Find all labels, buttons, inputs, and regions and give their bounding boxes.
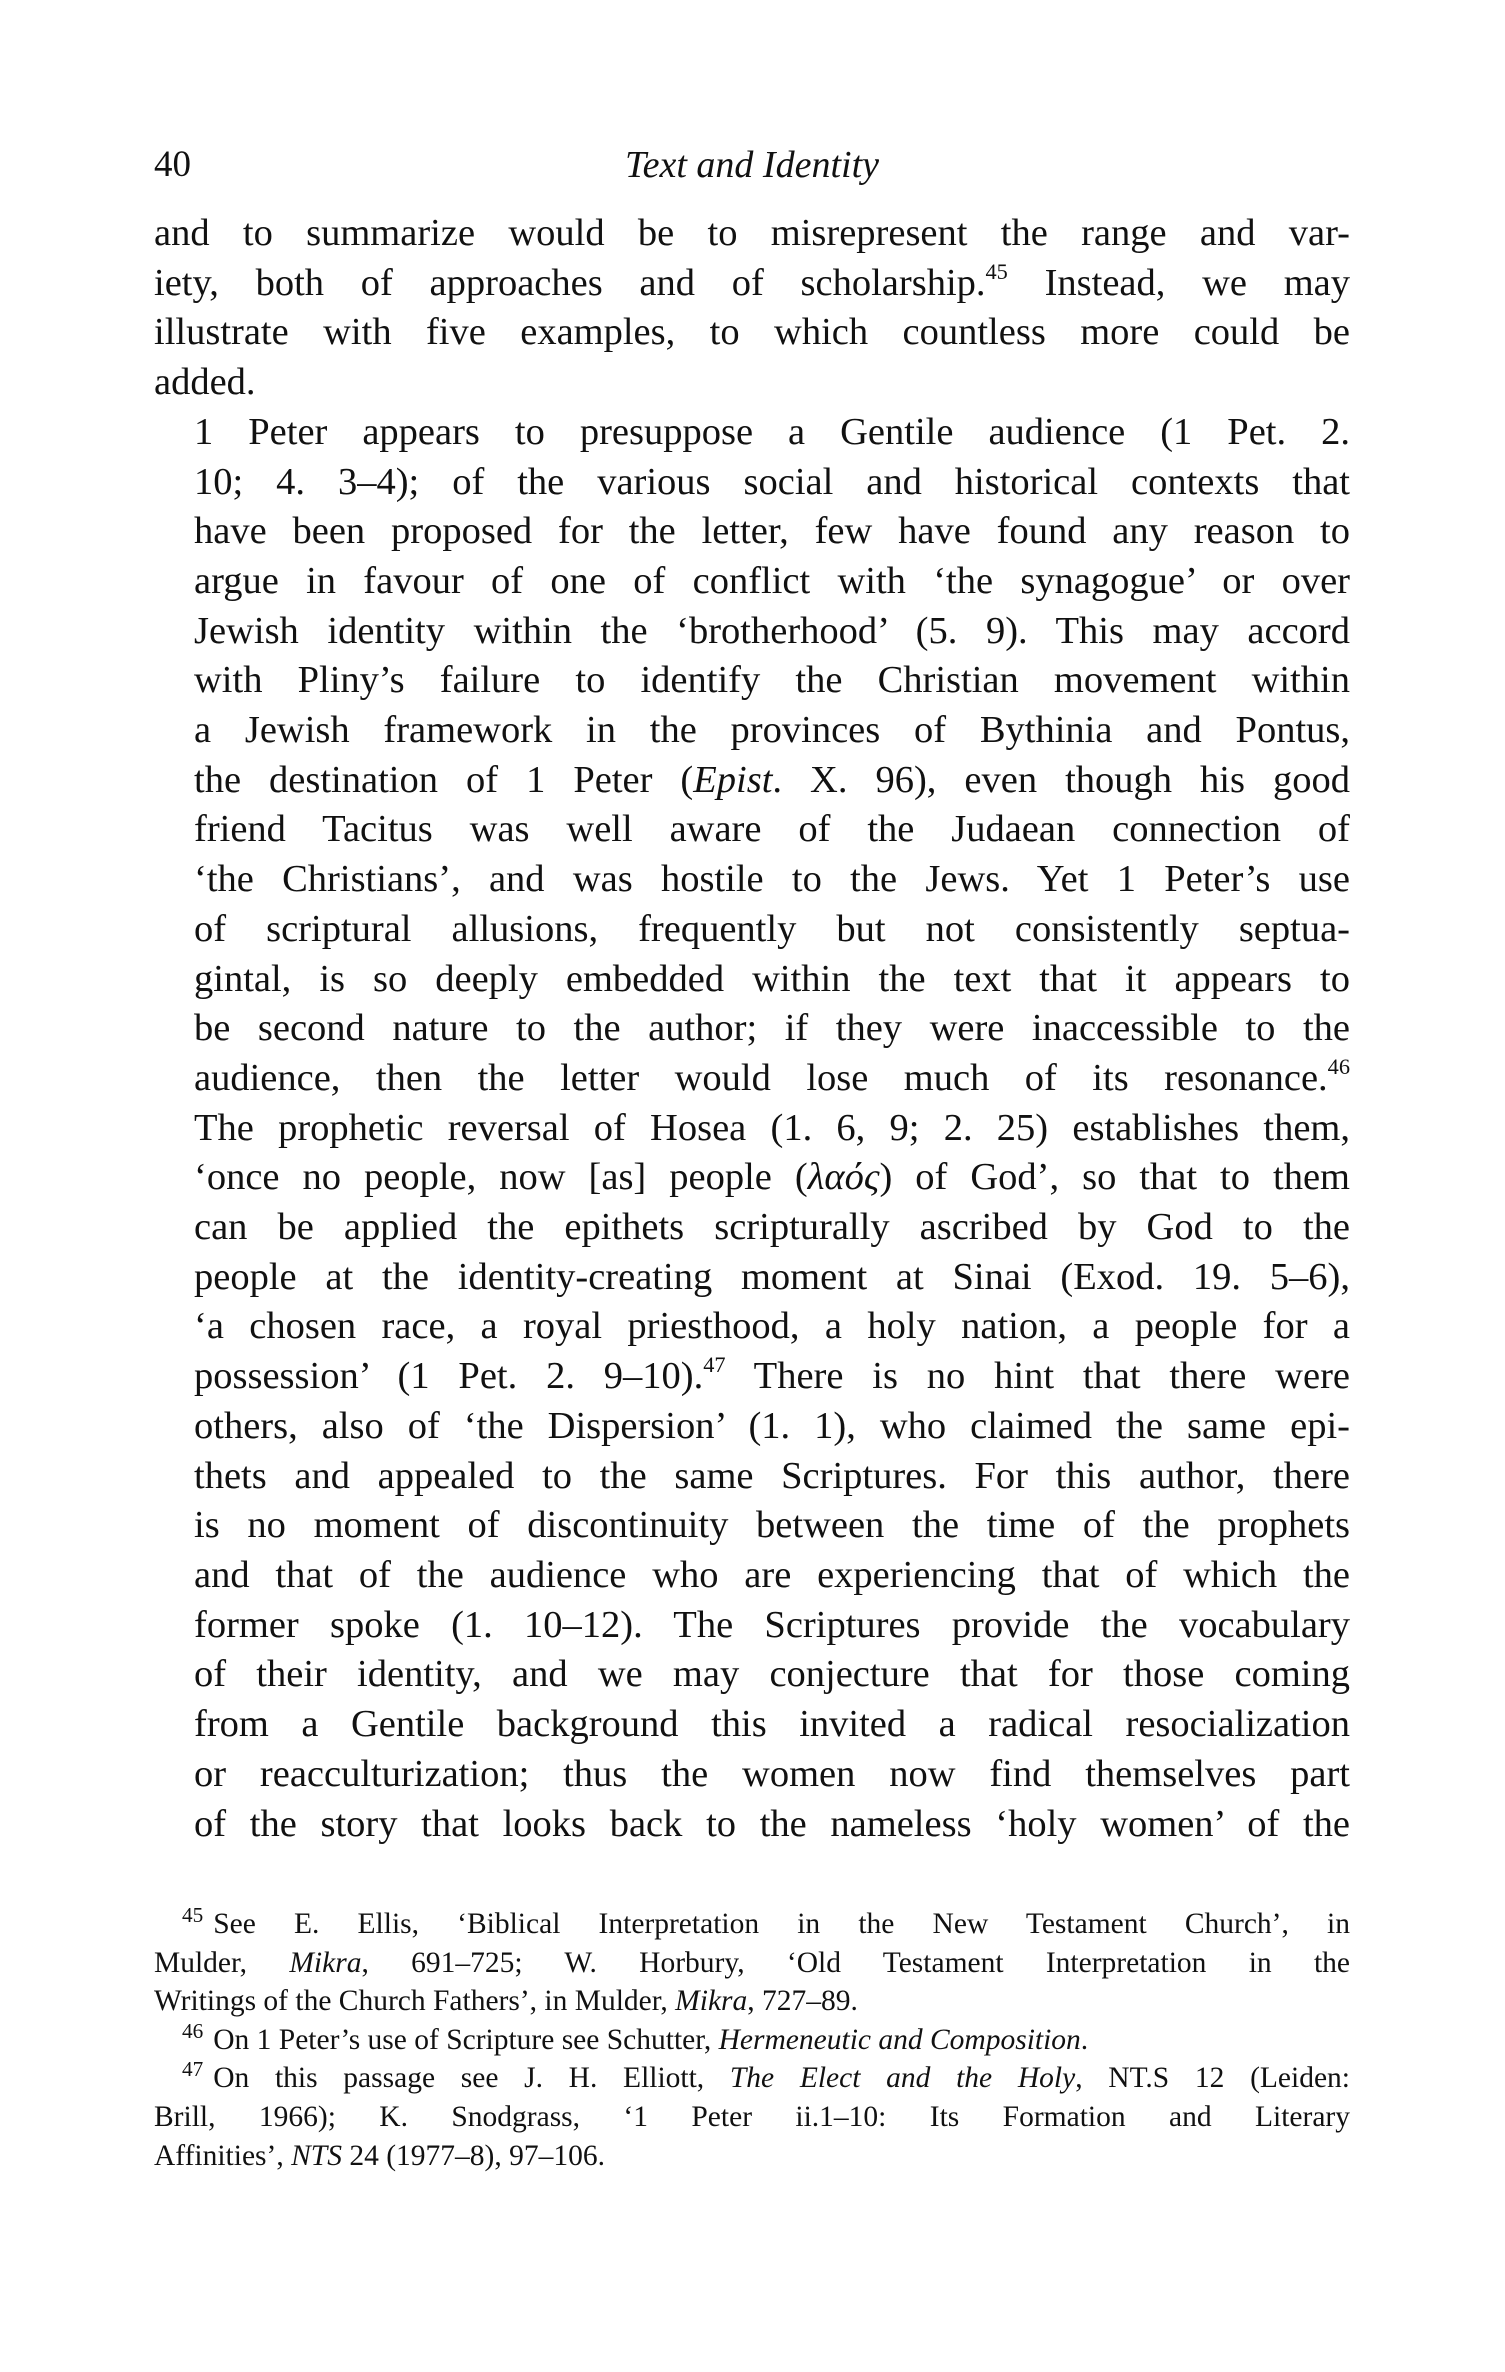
text-line: 10; 4. 3–4); of the various social and historical contexts that bbox=[194, 460, 1350, 503]
text-line: former spoke (1. 10–12). The Scriptures provide the vocabulary bbox=[194, 1603, 1350, 1646]
footnote-ref-47[interactable]: 47 bbox=[703, 1352, 726, 1378]
page-number: 40 bbox=[154, 144, 191, 185]
greek-word: λαός bbox=[807, 1156, 880, 1199]
footnote-line: $^{46}$ On 1 Peter’s use of Scripture see Schutter, Hermeneutic and Composition. bbox=[182, 2018, 1089, 2056]
text-line: added. bbox=[154, 361, 256, 404]
paragraph-continued bbox=[154, 209, 1350, 408]
text-line: can be applied the epithets scripturally ascribed by God to the bbox=[194, 1206, 1350, 1249]
text-line: iety, both of approaches and of scholarship.$^{45}$ Instead, we may bbox=[154, 258, 1350, 304]
text-line: thets and appealed to the same Scriptures. For this author, there bbox=[194, 1454, 1350, 1497]
text-line: and to summarize would be to misrepresent the range and var- bbox=[154, 212, 1350, 254]
footnote-47 bbox=[154, 2059, 1350, 2175]
text-line: of the story that looks back to the nameless ‘holy women’ of the bbox=[194, 1802, 1350, 1845]
text-line: the destination of 1 Peter (Epist. X. 96), even though his good bbox=[194, 758, 1350, 801]
footnote-line: Writings of the Church Fathers’, in Mulder, Mikra, 727–89. bbox=[154, 1985, 858, 2018]
text-line: illustrate with five examples, to which countless more could be bbox=[154, 311, 1350, 354]
page-header bbox=[154, 140, 1350, 190]
footnote-line: Mulder, Mikra, 691–725; W. Horbury, ‘Old Testament Interpretation in the bbox=[154, 1946, 1350, 1979]
text-line: of scriptural allusions, frequently but not consistently septua- bbox=[194, 907, 1350, 950]
footnote-marker: 45 bbox=[182, 1902, 204, 1927]
footnote-45 bbox=[154, 1902, 1350, 2021]
running-title: Text and Identity bbox=[625, 144, 879, 186]
text-line: of their identity, and we may conjecture that for those coming bbox=[194, 1653, 1350, 1696]
text-line: ‘the Christians’, and was hostile to the Jews. Yet 1 Peter’s use bbox=[194, 858, 1350, 901]
text-line: be second nature to the author; if they were inaccessible to the bbox=[194, 1007, 1350, 1050]
footnote-line: Affinities’, NTS 24 (1977–8), 97–106. bbox=[154, 2139, 605, 2172]
footnote-ref-45[interactable]: 45 bbox=[985, 258, 1008, 284]
paragraph-1-peter bbox=[154, 408, 1350, 1849]
text-line: friend Tacitus was well aware of the Judaean connection of bbox=[194, 808, 1350, 851]
citation-epist: Epist bbox=[693, 758, 773, 801]
footnote-marker: 46 bbox=[182, 2018, 204, 2043]
text-line: 1 Peter appears to presuppose a Gentile audience (1 Pet. 2. bbox=[194, 410, 1350, 453]
footnote-ref-46[interactable]: 46 bbox=[1327, 1053, 1350, 1079]
text-line: Jewish identity within the ‘brotherhood’ (5. 9). This may accord bbox=[194, 609, 1350, 652]
text-line: have been proposed for the letter, few have found any reason to bbox=[194, 510, 1350, 553]
text-line: ‘once no people, now [as] people (λαός) of God’, so that to them bbox=[194, 1156, 1350, 1199]
footnote-marker: 47 bbox=[182, 2057, 204, 2082]
text-line: audience, then the letter would lose much of its resonance.$^{46}$ bbox=[194, 1053, 1350, 1099]
footnote-line: Brill, 1966); K. Snodgrass, ‘1 Peter ii.1–10: Its Formation and Literary bbox=[154, 2100, 1350, 2133]
text-line: argue in favour of one of conflict with ‘the synagogue’ or over bbox=[194, 559, 1350, 602]
text-line: The prophetic reversal of Hosea (1. 6, 9; 2. 25) establishes them, bbox=[194, 1106, 1350, 1149]
text-line: and that of the audience who are experiencing that of which the bbox=[194, 1553, 1350, 1596]
footnote-line: $^{47}$ On this passage see J. H. Elliott, The Elect and the Holy, NT.S 12 (Leiden: bbox=[182, 2057, 1351, 2095]
text-line: a Jewish framework in the provinces of Bythinia and Pontus, bbox=[194, 709, 1350, 752]
text-line: or reacculturization; thus the women now find themselves part bbox=[194, 1752, 1350, 1795]
text-line: is no moment of discontinuity between the time of the prophets bbox=[194, 1504, 1350, 1547]
text-line: from a Gentile background this invited a radical resocialization bbox=[194, 1703, 1350, 1746]
body-text bbox=[154, 209, 1350, 1849]
text-line: gintal, is so deeply embedded within the text that it appears to bbox=[194, 957, 1350, 1000]
text-line: ‘a chosen race, a royal priesthood, a holy nation, a people for a bbox=[194, 1305, 1350, 1348]
text-line: with Pliny’s failure to identify the Christian movement within bbox=[194, 659, 1350, 702]
text-line: people at the identity-creating moment at Sinai (Exod. 19. 5–6), bbox=[194, 1255, 1350, 1298]
footnote-line: $^{45}$ See E. Ellis, ‘Biblical Interpretation in the New Testament Church’, in bbox=[182, 1902, 1350, 1940]
text-line: others, also of ‘the Dispersion’ (1. 1), who claimed the same epi- bbox=[194, 1404, 1350, 1447]
footnote-46 bbox=[154, 2018, 1350, 2060]
text-line: possession’ (1 Pet. 2. 9–10).$^{47}$ There is no hint that there were bbox=[194, 1352, 1350, 1398]
footnotes bbox=[154, 1902, 1351, 2175]
